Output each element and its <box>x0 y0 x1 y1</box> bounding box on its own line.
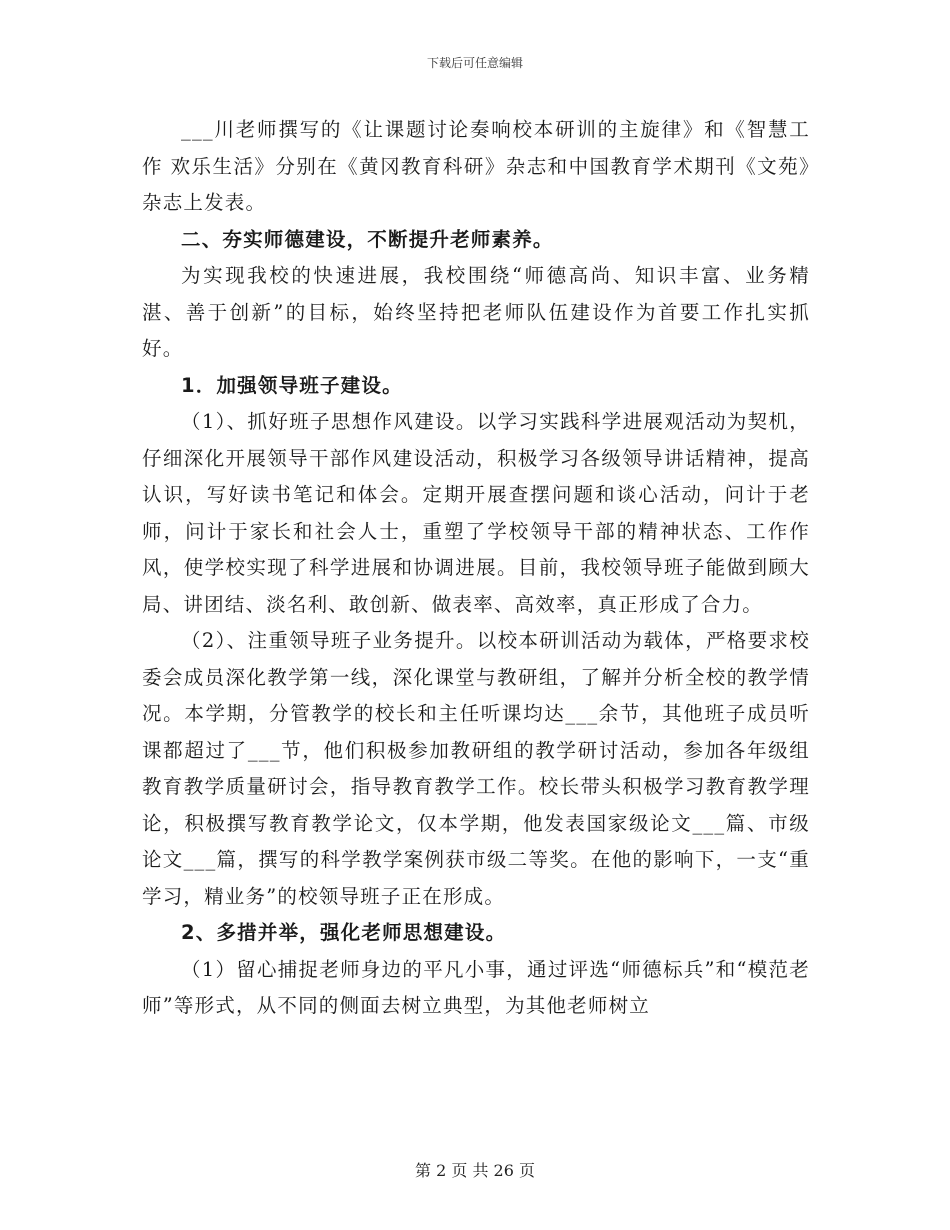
document-body <box>142 112 810 1025</box>
subheading-2: 2、多措并举，强化老师思想建设。 <box>181 921 507 944</box>
section-heading-2: 二、夯实师德建设，不断提升老师素养。 <box>181 227 554 251</box>
paragraph-intro: 为实现我校的快速进展，我校围绕“师德高尚、知识丰富、业务精湛、善于创新”的目标，始终坚持把老师队伍建设作为首要工作扎实抓好。 <box>142 264 810 360</box>
subheading-1: 1．加强领导班子建设。 <box>181 373 403 397</box>
paragraph-publication-note: ___川老师撰写的《让课题讨论奏响校本研训的主旋律》和《智慧工作 欢乐生活》分别在《黄冈教育科研》杂志和中国教育学术期刊《文苑》杂志上发表。 <box>142 118 810 214</box>
paragraph-item-1-2: （2）、注重领导班子业务提升。以校本研训活动为载体，严格要求校委会成员深化教学第一线，深化课堂与教研组，了解并分析全校的教学情况。本学期，分管教学的校长和主任听课均达___余节，其他班子成员听课都超过了___节，他们积极参加教研组的教学研讨活动，参加各年级组教育教学质量研讨会，指导教育教学工作。校长带头积极学习教育教学理论，积极撰写教育教学论文，仅本学期，他发表国家级论文___篇、市级论文___篇，撰写的科学教学案例获市级二等奖。在他的影响下，一支“重学习，精业务”的校领导班子正在形成。 <box>142 629 810 908</box>
page-header: 下载后可任意编辑 <box>426 56 523 70</box>
page-number-footer: 第 2 页 共 26 页 <box>415 1161 535 1180</box>
paragraph-item-2-1: （1）留心捕捉老师身边的平凡小事，通过评选“师德标兵”和“模范老师”等形式，从不同的侧面去树立典型，为其他老师树立 <box>142 957 810 1017</box>
paragraph-item-1-1: （1）、抓好班子思想作风建设。以学习实践科学进展观活动为契机，仔细深化开展领导干部作风建设活动，积极学习各级领导讲话精神，提高认识，写好读书笔记和体会。定期开展查摆问题和谈心活动，问计于老师，问计于家长和社会人士，重塑了学校领导干部的精神状态、工作作风，使学校实现了科学进展和协调进展。目前，我校领导班子能做到顾大局、讲团结、淡名利、敢创新、做表率、高效率，真正形成了合力。 <box>142 410 810 616</box>
